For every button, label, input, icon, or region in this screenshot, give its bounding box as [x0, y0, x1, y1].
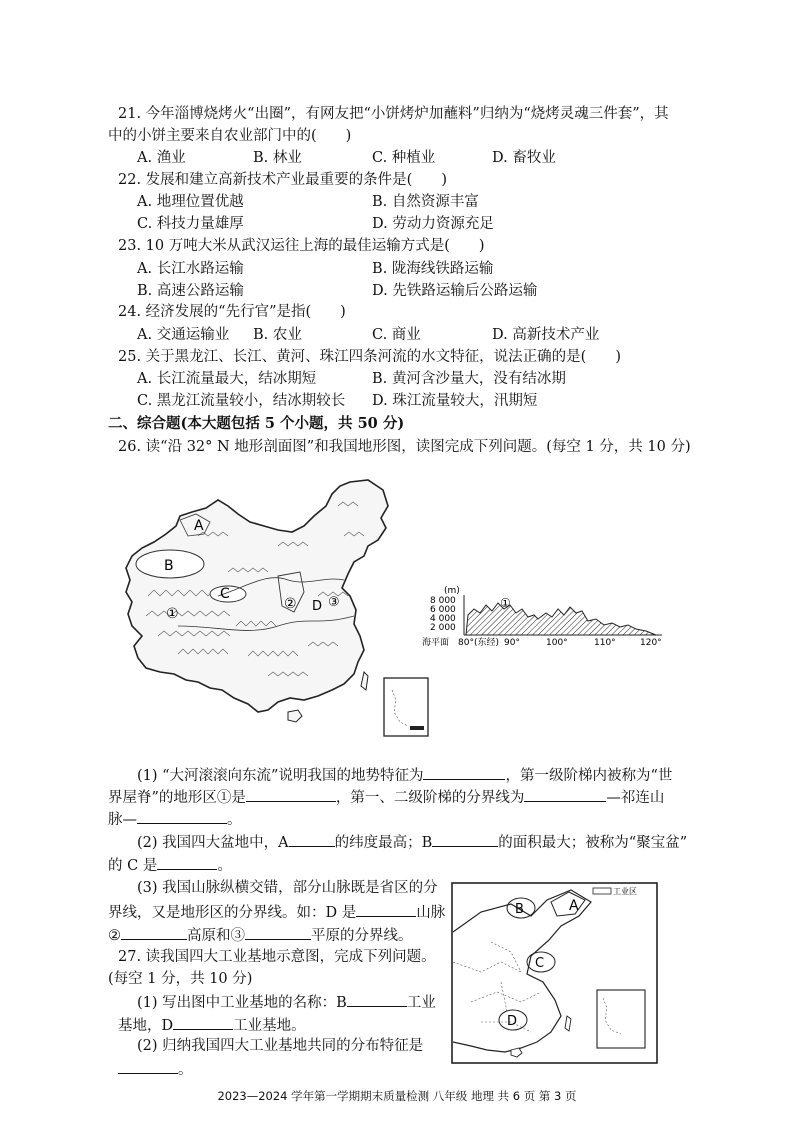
terrain-profile-32n [420, 583, 670, 651]
q27-part1-line2 [118, 1014, 306, 1036]
q26-p1-text-f: 脉— [108, 812, 137, 828]
industrial-base-map [451, 882, 658, 1064]
q26-blank-plain-3[interactable] [245, 924, 311, 940]
q26-p1-text-a: (1) “大河滚滚向东流”说明我国的地势特征为 [137, 768, 424, 784]
q26-part1-line3 [108, 808, 242, 830]
q26-p1-text-b: ，第一级阶梯内被称为“世 [505, 768, 673, 784]
q26-part1-line1 [137, 764, 672, 786]
profile-xtick-100: 100° [546, 638, 568, 648]
q26-p2-text-d: 的 C 是 [108, 858, 158, 874]
q26-p1-text-g: 。 [227, 812, 242, 828]
hainan-island [288, 710, 302, 722]
section-2-heading: 二、综合题(本大题包括 5 个小题，共 50 分) [108, 415, 405, 432]
q26-part3-line1: (3) 我国山脉纵横交错，部分山脉既是省区的分 [137, 880, 438, 896]
q26-p2-text-a: (2) 我国四大盆地中，A [137, 835, 289, 851]
q27-part2-line2 [118, 1058, 193, 1080]
q26-blank-basin-a[interactable] [289, 831, 335, 847]
q26-blank-basin-c[interactable] [157, 854, 217, 870]
q26-p3-text-c: 山脉 [416, 905, 446, 921]
q24-option-a: A. 交通运输业 [137, 327, 230, 343]
map1-label-1: ① [166, 606, 179, 622]
profile-ytick-6000: 6 000 [430, 605, 456, 615]
q21-stem-line2: 中的小饼主要来自农业部门中的( ) [108, 128, 352, 144]
q22-option-b: B. 自然资源丰富 [372, 194, 479, 210]
q26-blank-terrain-trend[interactable] [423, 764, 505, 780]
q26-p1-text-e: —祁连山 [606, 790, 665, 806]
q25-stem: 25. 关于黑龙江、长江、黄河、珠江四条河流的水文特征，说法正确的是( ) [118, 349, 621, 365]
q21-option-d: D. 畜牧业 [492, 150, 556, 166]
q26-p2-text-b: 的纬度最高；B [334, 835, 433, 851]
q26-part3-line2 [108, 901, 445, 923]
q27-p1-text-d: 工业基地。 [233, 1018, 306, 1034]
q27-p2-text-b: 。 [178, 1062, 193, 1078]
map1-label-d: D [312, 599, 323, 614]
q26-blank-basin-b[interactable] [432, 831, 498, 847]
profile-ytick-2000: 2 000 [430, 623, 456, 633]
q26-p2-text-e: 。 [217, 858, 232, 874]
q26-p2-text-c: 的面积最大；被称为“聚宝盆” [498, 835, 688, 851]
q21-stem-line1: 21. 今年淄博烧烤火“出圈”，有网友把“小饼烤炉加蘸料”归纳为“烧烤灵魂三件套”，其 [118, 106, 669, 122]
q27-stem-line2: (每空 1 分，共 10 分) [108, 971, 253, 987]
q26-p3-text-f: 平原的分界线。 [311, 928, 413, 944]
q22-option-d: D. 劳动力资源充足 [372, 216, 494, 232]
map2-label-d: D [507, 1014, 518, 1029]
q27-part2-line1: (2) 归纳我国四大工业基地共同的分布特征是 [137, 1038, 424, 1054]
q26-blank-boundary-mountain[interactable] [524, 786, 606, 802]
q26-stem: 26. 读“沿 32° N 地形剖面图”和我国地形图，读图完成下列问题。(每空 1 分，共 10 分) [118, 439, 691, 455]
q26-p1-text-c: 界屋脊”的地形区①是 [108, 790, 246, 806]
q23-option-d: D. 先铁路运输后公路运输 [372, 283, 538, 299]
q27-blank-distribution[interactable] [118, 1058, 178, 1074]
q26-blank-region-1[interactable] [246, 786, 336, 802]
q21-option-a: A. 渔业 [137, 150, 186, 166]
map2-label-c: C [535, 956, 545, 971]
q25-option-c: C. 黑龙江流量较小，结冰期较长 [137, 393, 346, 409]
page-footer: 2023—2024 学年第一学期期末质量检测 八年级 地理 共 6 页 第 3 页 [217, 1089, 577, 1103]
q26-part3-line3 [108, 924, 413, 946]
q26-blank-boundary-mountain-2[interactable] [137, 808, 227, 824]
q21-option-b: B. 林业 [253, 150, 302, 166]
q26-p3-text-b: 界线，又是地形区的分界线。如：D 是 [108, 905, 357, 921]
profile-xtick-80: 80°(东经) [458, 638, 499, 648]
profile-ytick-8000: 8 000 [430, 596, 456, 606]
map1-label-c: C [220, 586, 230, 602]
q25-option-d: D. 珠江流量较大，汛期短 [372, 393, 538, 409]
q24-option-b: B. 农业 [253, 327, 302, 343]
q27-p1-text-c: 基地，D [118, 1018, 174, 1034]
map1-label-3: ③ [328, 595, 340, 610]
q26-blank-mountain-d[interactable] [356, 901, 416, 917]
profile-terrain [466, 603, 656, 635]
map2-label-b: B [515, 902, 524, 917]
q26-p3-text-e: 高原和③ [187, 928, 245, 944]
q26-p3-text-d: ② [108, 928, 121, 944]
china-outline [126, 480, 388, 712]
q23-option-b: B. 陇海线铁路运输 [372, 261, 494, 277]
q26-part2-line2 [108, 854, 232, 876]
map1-label-b: B [164, 558, 174, 574]
q23-stem: 23. 10 万吨大米从武汉运往上海的最佳运输方式是( ) [118, 238, 485, 254]
q23-option-c: B. 高速公路运输 [137, 283, 244, 299]
q24-stem: 24. 经济发展的“先行官”是指( ) [118, 304, 346, 320]
q22-option-a: A. 地理位置优越 [137, 194, 244, 210]
q27-blank-base-d[interactable] [173, 1014, 233, 1030]
q21-option-c: C. 种植业 [372, 150, 436, 166]
q26-part2-line1 [137, 831, 687, 853]
china-terrain-map [118, 476, 438, 748]
q24-option-c: C. 商业 [372, 327, 421, 343]
q22-stem: 22. 发展和建立高新技术产业最重要的条件是( ) [118, 172, 447, 188]
q27-part1-line1 [137, 991, 436, 1013]
profile-xtick-120: 120° [640, 638, 662, 648]
taiwan-island [361, 672, 368, 690]
profile-sea-label: 海平面 [422, 638, 450, 648]
profile-xtick-90: 90° [504, 638, 520, 648]
q24-option-d: D. 高新技术产业 [492, 327, 600, 343]
q22-option-c: C. 科技力量雄厚 [137, 216, 244, 232]
map2-inset [597, 990, 645, 1048]
profile-label-1: ① [500, 596, 511, 610]
q23-option-a: A. 长江水路运输 [137, 261, 244, 277]
profile-xtick-110: 110° [594, 638, 616, 648]
q25-option-a: A. 长江流量最大，结冰期短 [137, 371, 317, 387]
q27-blank-base-b[interactable] [347, 991, 407, 1007]
map2-legend-swatch [593, 888, 611, 894]
map2-legend-label: 工业区 [613, 887, 637, 896]
map1-label-2: ② [284, 596, 297, 612]
q26-blank-plateau-2[interactable] [121, 924, 187, 940]
q26-part1-line2 [108, 786, 664, 808]
q26-p1-text-d: ，第一、二级阶梯的分界线为 [335, 790, 525, 806]
q25-option-b: B. 黄河含沙量大，没有结冰期 [372, 371, 566, 387]
q27-p1-text-a: (1) 写出图中工业基地的名称：B [137, 995, 347, 1011]
q27-stem-line1: 27. 读我国四大工业基地示意图，完成下列问题。 [118, 949, 436, 965]
profile-unit: (m) [444, 586, 460, 596]
map1-label-a: A [194, 518, 204, 534]
map2-label-a: A [569, 898, 579, 914]
q27-p1-text-b: 工业 [406, 995, 436, 1011]
profile-ytick-4000: 4 000 [430, 614, 456, 624]
